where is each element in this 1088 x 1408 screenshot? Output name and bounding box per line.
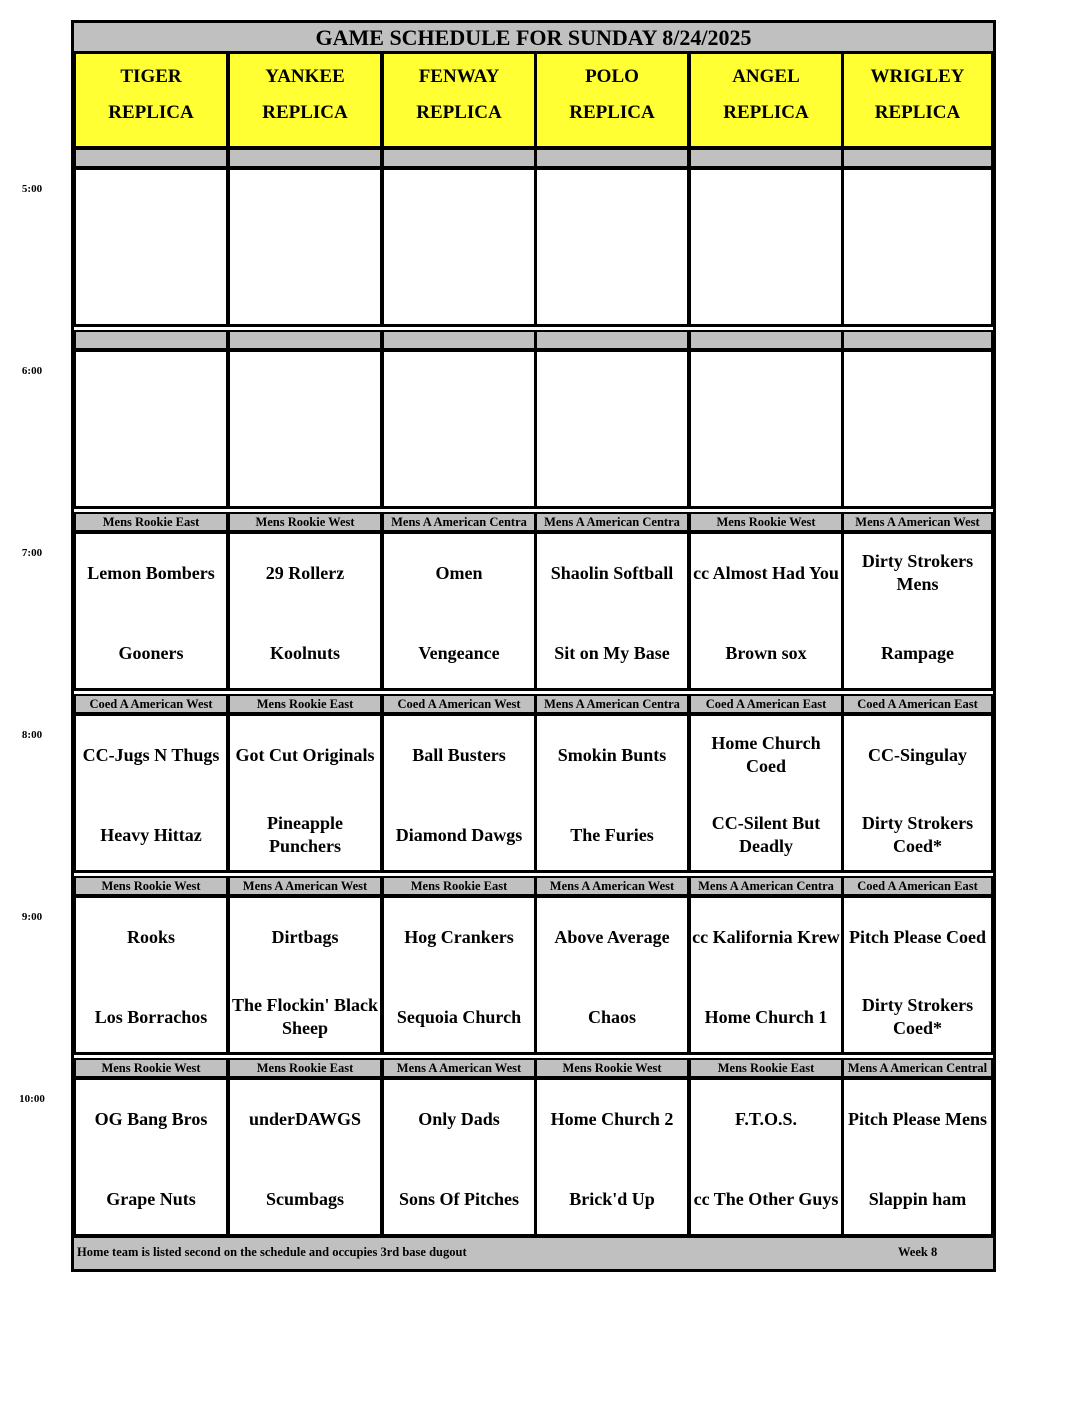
field-name: FENWAY [418, 66, 500, 87]
week-label: Week 8 [898, 1245, 938, 1259]
away-team: 29 Rollerz [265, 562, 345, 583]
home-team [691, 262, 841, 316]
field-type: REPLICA [108, 102, 194, 123]
away-team: OG Bang Bros [94, 1108, 208, 1129]
game-cell [842, 531, 993, 691]
division-label: Mens Rookie East [74, 512, 228, 532]
division-label [535, 148, 689, 168]
division-label [689, 330, 843, 350]
home-team [844, 444, 991, 498]
game-cell [228, 531, 382, 691]
division-label [74, 330, 228, 350]
home-team: Rampage [881, 642, 954, 663]
home-team: Vengeance [418, 642, 500, 663]
division-label: Mens Rookie West [689, 512, 843, 532]
game-cell [74, 531, 228, 691]
division-label: Mens Rookie East [228, 694, 382, 714]
away-team: CC-Singulay [867, 744, 968, 765]
home-team: Slappin ham [868, 1188, 967, 1209]
game-cell [74, 895, 228, 1055]
game-cell [228, 349, 382, 509]
home-team: The Flockin' Black Sheep [231, 995, 379, 1038]
field-name: POLO [585, 66, 639, 87]
home-team: Sit on My Base [554, 642, 670, 663]
field-type: REPLICA [569, 102, 655, 123]
game-cell [842, 349, 993, 509]
division-label: Mens Rookie West [74, 876, 228, 896]
away-team: CC-Jugs N Thugs [82, 744, 220, 765]
home-team: Heavy Hittaz [100, 824, 202, 845]
home-team-note: Home team is listed second on the schedule and occupies 3rd base dugout [77, 1245, 467, 1259]
away-team: F.T.O.S. [734, 1108, 798, 1129]
game-cell [228, 167, 382, 327]
division-label [535, 330, 689, 350]
game-cell [382, 1077, 536, 1237]
game-cell [842, 713, 993, 873]
field-column-polo [535, 23, 689, 1269]
away-team: Home Church 2 [550, 1108, 674, 1129]
home-team [384, 262, 534, 316]
field-name: WRIGLEY [870, 66, 965, 87]
division-label: Coed A American East [842, 876, 993, 896]
away-team [537, 364, 687, 418]
away-team: Omen [435, 562, 483, 583]
away-team: Shaolin Softball [550, 562, 674, 583]
home-team: Sons Of Pitches [398, 1188, 519, 1209]
time-label: 7:00 [21, 547, 43, 559]
away-team: Hog Crankers [404, 926, 514, 947]
game-cell [535, 531, 689, 691]
home-team: Gooners [118, 642, 184, 663]
home-team [384, 444, 534, 498]
game-cell [842, 895, 993, 1055]
division-label [842, 148, 993, 168]
home-team: Home Church 1 [704, 1006, 828, 1027]
away-team: Dirtbags [271, 926, 339, 947]
home-team: Scumbags [265, 1188, 345, 1209]
division-label: Mens A American Centra [689, 876, 843, 896]
home-team [230, 262, 380, 316]
field-type: REPLICA [416, 102, 502, 123]
schedule-table [71, 20, 996, 1272]
division-label [689, 148, 843, 168]
away-team [76, 364, 226, 418]
home-team: Chaos [587, 1006, 636, 1027]
home-team: Diamond Dawgs [395, 824, 523, 845]
home-team: CC-Silent But Deadly [711, 813, 821, 856]
away-team: Ball Busters [412, 744, 506, 765]
away-team: Pitch Please Mens [848, 1108, 987, 1129]
division-label [382, 148, 536, 168]
division-label: Coed A American West [382, 694, 536, 714]
away-team [691, 182, 841, 236]
game-cell [74, 167, 228, 327]
game-cell [689, 349, 843, 509]
division-label [74, 148, 228, 168]
home-team: Brick'd Up [569, 1188, 655, 1209]
away-team [537, 182, 687, 236]
time-label: 8:00 [21, 729, 43, 741]
division-label: Mens A American West [228, 876, 382, 896]
division-label: Mens A American Centra [382, 512, 536, 532]
home-team: The Furies [570, 824, 654, 845]
home-team: cc The Other Guys [693, 1188, 839, 1209]
division-label [382, 330, 536, 350]
away-team [844, 364, 991, 418]
game-cell [382, 349, 536, 509]
time-label: 9:00 [21, 911, 43, 923]
away-team [844, 182, 991, 236]
game-cell [535, 1077, 689, 1237]
division-label: Coed A American East [689, 694, 843, 714]
division-label: Mens A American West [842, 512, 993, 532]
division-label: Mens A American Centra [535, 694, 689, 714]
home-team: Koolnuts [269, 642, 341, 663]
division-label: Mens A American Central [842, 1058, 993, 1078]
game-cell [689, 167, 843, 327]
home-team: Pineapple Punchers [266, 813, 343, 856]
home-team [537, 262, 687, 316]
division-label: Mens Rookie West [74, 1058, 228, 1078]
division-label: Mens A American West [535, 876, 689, 896]
game-cell [228, 1077, 382, 1237]
away-team: Pitch Please Coed [849, 926, 986, 947]
away-team [230, 182, 380, 236]
home-team [76, 444, 226, 498]
game-cell [842, 167, 993, 327]
away-team [230, 364, 380, 418]
home-team [537, 444, 687, 498]
division-label [842, 330, 993, 350]
field-type: REPLICA [262, 102, 348, 123]
division-label: Mens Rookie East [689, 1058, 843, 1078]
division-label: Coed A American West [74, 694, 228, 714]
away-team: Lemon Bombers [87, 562, 215, 583]
away-team: Got Cut Originals [235, 744, 375, 765]
game-cell [535, 895, 689, 1055]
home-team [691, 444, 841, 498]
division-label: Mens A American West [382, 1058, 536, 1078]
away-team: Rooks [126, 926, 175, 947]
game-cell [535, 713, 689, 873]
game-cell [382, 167, 536, 327]
home-team [230, 444, 380, 498]
field-column-fenway [382, 23, 536, 1269]
home-team [844, 262, 991, 316]
home-team [76, 262, 226, 316]
division-label: Coed A American East [842, 694, 993, 714]
home-team: Brown sox [725, 642, 807, 663]
game-cell [382, 895, 536, 1055]
field-column-wrigley [842, 23, 993, 1269]
home-team: Dirty Strokers Coed* [861, 813, 974, 856]
division-label [228, 330, 382, 350]
division-label: Mens Rookie West [228, 512, 382, 532]
home-team: Sequoia Church [396, 1006, 522, 1027]
schedule-title: GAME SCHEDULE FOR SUNDAY 8/24/2025 [74, 23, 993, 54]
away-team: Only Dads [418, 1108, 500, 1129]
field-header [382, 54, 536, 148]
field-column-angel [689, 23, 843, 1269]
game-cell [74, 1077, 228, 1237]
away-team: cc Almost Had You [693, 562, 839, 583]
time-label: 5:00 [21, 183, 43, 195]
away-team: underDAWGS [248, 1108, 362, 1129]
field-header [842, 54, 993, 148]
field-column-yankee [228, 23, 382, 1269]
field-header [689, 54, 843, 148]
field-header [535, 54, 689, 148]
field-header [228, 54, 382, 148]
game-cell [535, 349, 689, 509]
division-label: Mens Rookie East [228, 1058, 382, 1078]
game-cell [535, 167, 689, 327]
game-cell [382, 713, 536, 873]
game-cell [74, 349, 228, 509]
game-cell [689, 895, 843, 1055]
time-label: 6:00 [21, 365, 43, 377]
division-label: Mens Rookie West [535, 1058, 689, 1078]
game-cell [228, 895, 382, 1055]
home-team: Los Borrachos [94, 1006, 208, 1027]
away-team: Smokin Bunts [557, 744, 667, 765]
game-cell [689, 1077, 843, 1237]
field-type: REPLICA [723, 102, 809, 123]
schedule-footer [74, 1236, 993, 1269]
division-label: Mens Rookie East [382, 876, 536, 896]
game-cell [842, 1077, 993, 1237]
field-header [74, 54, 228, 148]
field-name: ANGEL [732, 66, 800, 87]
game-cell [382, 531, 536, 691]
away-team [76, 182, 226, 236]
away-team: Above Average [554, 926, 670, 947]
game-cell [228, 713, 382, 873]
away-team [384, 364, 534, 418]
away-team: Dirty Strokers Mens [861, 551, 974, 594]
game-cell [74, 713, 228, 873]
field-type: REPLICA [874, 102, 961, 123]
field-name: TIGER [120, 66, 182, 87]
field-name: YANKEE [265, 66, 345, 87]
division-label [228, 148, 382, 168]
field-column-tiger [74, 23, 228, 1269]
time-label: 10:00 [19, 1093, 45, 1105]
away-team [691, 364, 841, 418]
game-cell [689, 531, 843, 691]
game-cell [689, 713, 843, 873]
away-team [384, 182, 534, 236]
home-team: Grape Nuts [106, 1188, 196, 1209]
home-team: Dirty Strokers Coed* [861, 995, 974, 1038]
away-team: cc Kalifornia Krew [692, 926, 840, 947]
division-label: Mens A American Centra [535, 512, 689, 532]
away-team: Home Church Coed [711, 733, 821, 776]
